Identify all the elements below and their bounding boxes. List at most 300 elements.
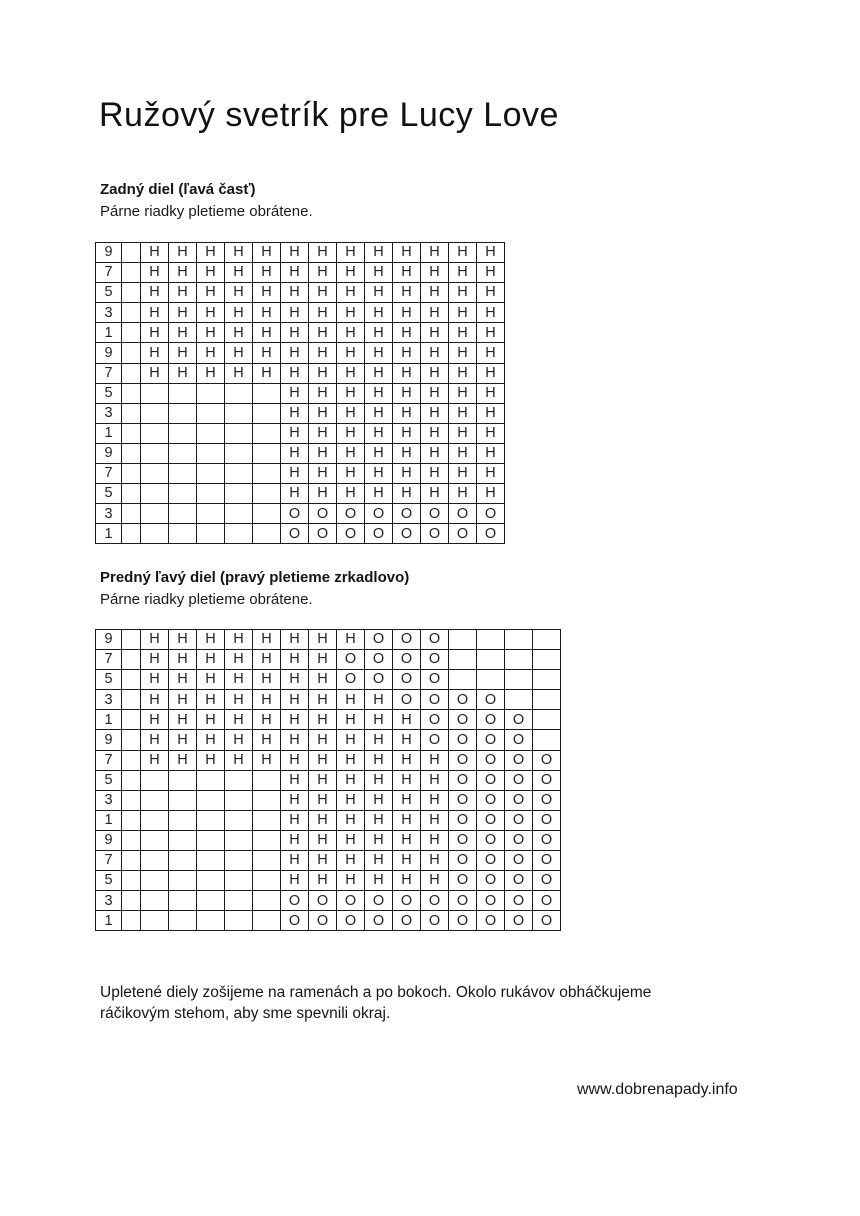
stitch-cell-h: H [141,670,169,690]
stitch-cell-h: H [393,303,421,323]
stitch-cell-h: H [281,303,309,323]
stitch-cell-empty [169,484,197,504]
stitch-cell-empty [169,790,197,810]
stitch-cell-h: H [141,283,169,303]
stitch-cell-h: H [477,263,505,283]
stitch-cell-h: H [309,730,337,750]
stitch-cell-h: H [141,630,169,650]
stitch-cell-h: H [309,710,337,730]
chart-row [96,303,505,323]
stitch-cell-h: H [309,243,337,263]
stitch-cell-h: H [337,323,365,343]
stitch-cell-h: H [393,403,421,423]
stitch-cell-h: H [337,383,365,403]
stitch-cell-h: H [337,303,365,323]
stitch-cell-o: O [393,524,421,544]
stitch-cell-empty [505,650,533,670]
stitch-cell-h: H [449,464,477,484]
row-number-cell: 5 [96,283,122,303]
stitch-cell-h: H [281,443,309,463]
spacer-cell [122,750,141,770]
stitch-cell-o: O [477,730,505,750]
spacer-cell [122,484,141,504]
row-number-cell: 7 [96,263,122,283]
stitch-cell-h: H [365,830,393,850]
stitch-cell-h: H [309,484,337,504]
stitch-cell-empty [141,911,169,931]
stitch-cell-h: H [337,750,365,770]
stitch-cell-h: H [309,790,337,810]
spacer-cell [122,263,141,283]
stitch-cell-o: O [477,504,505,524]
row-number-cell: 7 [96,464,122,484]
stitch-cell-o: O [449,524,477,544]
stitch-cell-empty [169,464,197,484]
stitch-cell-h: H [141,650,169,670]
stitch-cell-h: H [309,343,337,363]
stitch-cell-h: H [393,810,421,830]
stitch-cell-h: H [225,710,253,730]
stitch-cell-o: O [421,650,449,670]
stitch-cell-h: H [309,283,337,303]
stitch-cell-h: H [281,323,309,343]
stitch-cell-h: H [393,730,421,750]
stitch-cell-h: H [225,243,253,263]
chart-row [96,770,561,790]
spacer-cell [122,710,141,730]
stitch-cell-empty [225,911,253,931]
stitch-cell-o: O [533,750,561,770]
stitch-cell-h: H [421,464,449,484]
stitch-cell-empty [169,504,197,524]
stitch-cell-h: H [337,871,365,891]
stitch-cell-h: H [421,770,449,790]
stitch-cell-empty [141,524,169,544]
stitch-cell-h: H [365,443,393,463]
stitch-cell-h: H [281,423,309,443]
stitch-cell-empty [197,851,225,871]
stitch-cell-h: H [337,790,365,810]
stitch-cell-o: O [533,830,561,850]
stitch-cell-empty [253,403,281,423]
stitch-cell-o: O [449,810,477,830]
stitch-cell-h: H [309,810,337,830]
stitch-cell-h: H [281,790,309,810]
stitch-cell-empty [169,891,197,911]
stitch-cell-h: H [197,650,225,670]
section-subheading-front-piece: Párne riadky pletieme obrátene. [100,591,313,608]
stitch-cell-o: O [477,871,505,891]
stitch-cell-h: H [477,403,505,423]
stitch-cell-h: H [141,690,169,710]
stitch-cell-empty [169,851,197,871]
stitch-cell-h: H [225,630,253,650]
chart-row [96,343,505,363]
stitch-cell-h: H [393,383,421,403]
stitch-cell-h: H [281,730,309,750]
stitch-cell-empty [169,524,197,544]
stitch-cell-empty [533,730,561,750]
spacer-cell [122,383,141,403]
stitch-cell-h: H [449,484,477,504]
stitch-cell-h: H [225,363,253,383]
row-number-cell: 1 [96,423,122,443]
stitch-cell-o: O [393,690,421,710]
stitch-cell-h: H [337,690,365,710]
stitch-cell-o: O [477,851,505,871]
spacer-cell [122,770,141,790]
stitch-cell-h: H [197,283,225,303]
stitch-cell-empty [169,770,197,790]
stitch-cell-h: H [309,403,337,423]
stitch-cell-h: H [197,263,225,283]
stitch-cell-empty [449,630,477,650]
stitch-cell-h: H [281,484,309,504]
stitch-cell-empty [197,891,225,911]
spacer-cell [122,283,141,303]
stitch-cell-h: H [169,363,197,383]
stitch-cell-h: H [309,851,337,871]
stitch-cell-empty [477,630,505,650]
stitch-cell-h: H [365,750,393,770]
stitch-cell-h: H [281,363,309,383]
stitch-cell-h: H [253,670,281,690]
stitch-cell-o: O [505,750,533,770]
stitch-cell-h: H [337,484,365,504]
stitch-cell-o: O [281,504,309,524]
stitch-cell-h: H [365,851,393,871]
stitch-cell-h: H [393,323,421,343]
stitch-cell-h: H [449,283,477,303]
stitch-cell-h: H [337,243,365,263]
spacer-cell [122,504,141,524]
stitch-cell-o: O [449,770,477,790]
stitch-cell-empty [253,851,281,871]
stitch-cell-empty [197,830,225,850]
stitch-cell-h: H [309,770,337,790]
stitch-cell-h: H [337,443,365,463]
stitch-cell-h: H [421,851,449,871]
stitch-cell-h: H [309,423,337,443]
stitch-cell-h: H [477,443,505,463]
stitch-cell-h: H [253,650,281,670]
stitch-cell-h: H [365,464,393,484]
stitch-cell-h: H [197,710,225,730]
stitch-cell-empty [141,810,169,830]
stitch-cell-empty [225,484,253,504]
row-number-cell: 5 [96,383,122,403]
row-number-cell: 1 [96,810,122,830]
chart-row [96,730,561,750]
stitch-cell-o: O [393,650,421,670]
stitch-cell-h: H [141,263,169,283]
spacer-cell [122,730,141,750]
chart-row [96,871,561,891]
row-number-cell: 5 [96,871,122,891]
stitch-cell-h: H [169,343,197,363]
stitch-cell-h: H [337,283,365,303]
spacer-cell [122,323,141,343]
stitch-cell-empty [169,383,197,403]
stitch-cell-o: O [477,750,505,770]
stitch-cell-h: H [421,830,449,850]
row-number-cell: 9 [96,343,122,363]
stitch-cell-empty [197,383,225,403]
stitch-cell-h: H [393,283,421,303]
stitch-cell-h: H [281,283,309,303]
stitch-cell-h: H [309,630,337,650]
stitch-cell-empty [225,830,253,850]
row-number-cell: 9 [96,630,122,650]
stitch-cell-h: H [169,323,197,343]
stitch-cell-o: O [449,891,477,911]
stitch-cell-empty [505,690,533,710]
chart-row [96,650,561,670]
stitch-cell-h: H [309,670,337,690]
stitch-cell-h: H [225,670,253,690]
stitch-cell-h: H [477,283,505,303]
stitch-cell-o: O [505,871,533,891]
stitch-cell-h: H [253,363,281,383]
stitch-cell-h: H [421,283,449,303]
stitch-cell-empty [477,670,505,690]
chart-row [96,323,505,343]
stitch-cell-o: O [533,871,561,891]
chart-row [96,690,561,710]
stitch-cell-h: H [393,423,421,443]
chart-row [96,670,561,690]
stitch-cell-h: H [141,750,169,770]
stitch-cell-o: O [533,810,561,830]
stitch-cell-o: O [393,504,421,524]
stitch-cell-h: H [141,363,169,383]
stitch-cell-o: O [393,911,421,931]
stitch-cell-h: H [281,650,309,670]
stitch-cell-h: H [337,263,365,283]
stitch-cell-h: H [365,730,393,750]
stitch-cell-empty [449,650,477,670]
stitch-cell-h: H [477,303,505,323]
spacer-cell [122,464,141,484]
knitting-chart-back-piece [95,242,505,544]
chart-row [96,484,505,504]
stitch-cell-h: H [169,243,197,263]
stitch-cell-empty [197,770,225,790]
stitch-cell-empty [253,871,281,891]
stitch-cell-h: H [449,443,477,463]
stitch-cell-o: O [477,524,505,544]
chart-row [96,283,505,303]
stitch-cell-h: H [281,464,309,484]
stitch-cell-h: H [393,851,421,871]
stitch-cell-h: H [225,303,253,323]
stitch-cell-h: H [421,790,449,810]
stitch-cell-h: H [309,383,337,403]
stitch-cell-o: O [533,891,561,911]
stitch-cell-h: H [225,650,253,670]
stitch-cell-empty [197,443,225,463]
stitch-cell-h: H [197,750,225,770]
chart-row [96,851,561,871]
stitch-cell-h: H [309,363,337,383]
stitch-cell-o: O [365,630,393,650]
row-number-cell: 5 [96,670,122,690]
stitch-cell-h: H [253,263,281,283]
stitch-cell-o: O [281,524,309,544]
stitch-cell-o: O [533,770,561,790]
stitch-cell-h: H [141,323,169,343]
stitch-cell-h: H [365,770,393,790]
stitch-cell-o: O [505,911,533,931]
stitch-cell-h: H [449,263,477,283]
row-number-cell: 5 [96,484,122,504]
stitch-cell-h: H [421,263,449,283]
chart-row [96,263,505,283]
chart-row [96,243,505,263]
stitch-cell-o: O [337,504,365,524]
stitch-cell-h: H [449,303,477,323]
stitch-cell-h: H [421,443,449,463]
stitch-cell-o: O [365,911,393,931]
row-number-cell: 3 [96,403,122,423]
stitch-cell-h: H [309,690,337,710]
stitch-cell-h: H [225,323,253,343]
stitch-cell-empty [505,670,533,690]
stitch-cell-empty [225,770,253,790]
stitch-cell-h: H [365,484,393,504]
stitch-cell-empty [141,504,169,524]
stitch-cell-o: O [449,830,477,850]
stitch-cell-empty [141,443,169,463]
stitch-cell-empty [253,423,281,443]
stitch-cell-h: H [421,243,449,263]
stitch-cell-o: O [421,670,449,690]
stitch-cell-o: O [533,851,561,871]
stitch-cell-h: H [365,303,393,323]
stitch-cell-h: H [197,343,225,363]
stitch-cell-h: H [253,303,281,323]
stitch-cell-h: H [225,730,253,750]
stitch-cell-o: O [421,710,449,730]
spacer-cell [122,810,141,830]
section-heading-back-piece: Zadný diel (ľavá časť) [100,181,256,198]
stitch-cell-empty [197,504,225,524]
stitch-cell-h: H [141,710,169,730]
stitch-cell-h: H [281,670,309,690]
spacer-cell [122,363,141,383]
stitch-cell-h: H [449,243,477,263]
stitch-cell-h: H [421,810,449,830]
stitch-cell-h: H [449,423,477,443]
stitch-cell-empty [253,464,281,484]
spacer-cell [122,403,141,423]
stitch-cell-h: H [449,343,477,363]
chart-row [96,363,505,383]
stitch-cell-h: H [365,243,393,263]
stitch-cell-h: H [309,464,337,484]
spacer-cell [122,423,141,443]
stitch-cell-empty [197,403,225,423]
stitch-cell-o: O [309,911,337,931]
stitch-cell-empty [533,690,561,710]
row-number-cell: 3 [96,891,122,911]
stitch-cell-o: O [477,790,505,810]
stitch-cell-h: H [197,670,225,690]
stitch-cell-o: O [309,891,337,911]
stitch-cell-o: O [421,504,449,524]
stitch-cell-h: H [477,464,505,484]
spacer-cell [122,443,141,463]
spacer-cell [122,871,141,891]
stitch-cell-h: H [309,830,337,850]
stitch-cell-h: H [197,630,225,650]
stitch-cell-h: H [197,690,225,710]
stitch-cell-h: H [253,750,281,770]
chart-row [96,524,505,544]
spacer-cell [122,524,141,544]
stitch-cell-h: H [477,423,505,443]
stitch-cell-empty [169,443,197,463]
stitch-cell-h: H [477,484,505,504]
stitch-cell-h: H [309,303,337,323]
stitch-cell-h: H [197,303,225,323]
stitch-cell-h: H [421,423,449,443]
row-number-cell: 9 [96,730,122,750]
stitch-cell-empty [253,770,281,790]
stitch-cell-empty [253,790,281,810]
stitch-cell-h: H [281,810,309,830]
stitch-cell-empty [141,484,169,504]
stitch-cell-empty [169,423,197,443]
stitch-cell-o: O [337,891,365,911]
row-number-cell: 3 [96,303,122,323]
stitch-cell-o: O [449,730,477,750]
stitch-cell-o: O [421,891,449,911]
stitch-cell-h: H [365,363,393,383]
stitch-cell-h: H [309,750,337,770]
stitch-cell-o: O [505,770,533,790]
stitch-cell-h: H [281,630,309,650]
chart-row [96,911,561,931]
stitch-cell-h: H [309,323,337,343]
stitch-cell-h: H [393,343,421,363]
stitch-cell-o: O [477,891,505,911]
chart-row [96,630,561,650]
stitch-cell-h: H [393,263,421,283]
stitch-cell-o: O [477,690,505,710]
stitch-cell-o: O [421,630,449,650]
stitch-cell-h: H [309,443,337,463]
stitch-cell-o: O [421,730,449,750]
stitch-cell-o: O [449,871,477,891]
stitch-cell-empty [197,911,225,931]
stitch-cell-o: O [337,911,365,931]
stitch-cell-o: O [421,690,449,710]
stitch-cell-o: O [477,770,505,790]
stitch-cell-h: H [281,830,309,850]
footer-website-url: www.dobrenapady.info [577,1081,738,1098]
stitch-cell-h: H [197,730,225,750]
stitch-cell-o: O [449,790,477,810]
stitch-cell-empty [141,403,169,423]
stitch-cell-h: H [421,363,449,383]
stitch-cell-empty [169,911,197,931]
stitch-cell-o: O [505,891,533,911]
stitch-cell-o: O [449,851,477,871]
stitch-cell-h: H [225,750,253,770]
stitch-cell-empty [533,630,561,650]
stitch-cell-h: H [365,690,393,710]
